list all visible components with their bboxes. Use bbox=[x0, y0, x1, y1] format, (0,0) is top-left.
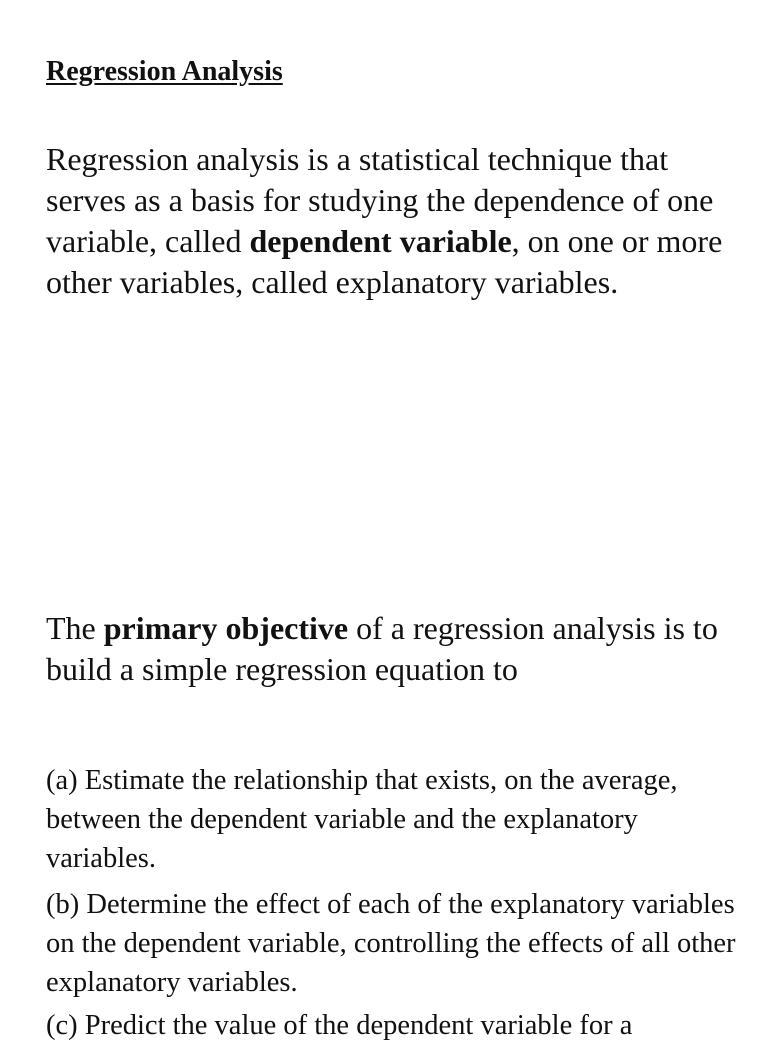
objective-item-a: (a) Estimate the relationship that exists, on the average, between the dependent variable and the explanatory variables. bbox=[46, 765, 678, 874]
objective-item-b: (b) Determine the effect of each of the explanatory variables on the dependent variable, controlling the effects of all other explanatory variables. bbox=[46, 889, 736, 998]
objective-text-start: The bbox=[46, 610, 104, 646]
definition-text-end: , on one or more other variables, called explanatory variables. bbox=[46, 223, 723, 300]
objective-paragraph bbox=[46, 608, 736, 690]
objective-item-c: (c) Predict the value of the dependent variable for a bbox=[46, 1010, 633, 1041]
objective-text-end: of a regression analysis is to build a simple regression equation to bbox=[46, 610, 718, 687]
definition-text-start: Regression analysis is a statistical technique that serves as a basis for studying the dependence of one variable, called bbox=[46, 141, 714, 259]
definition-paragraph bbox=[46, 139, 736, 303]
primary-objective-term: primary objective bbox=[103, 610, 349, 646]
dependent-variable-term: dependent variable bbox=[249, 223, 512, 259]
page-title: Regression Analysis bbox=[46, 56, 283, 87]
